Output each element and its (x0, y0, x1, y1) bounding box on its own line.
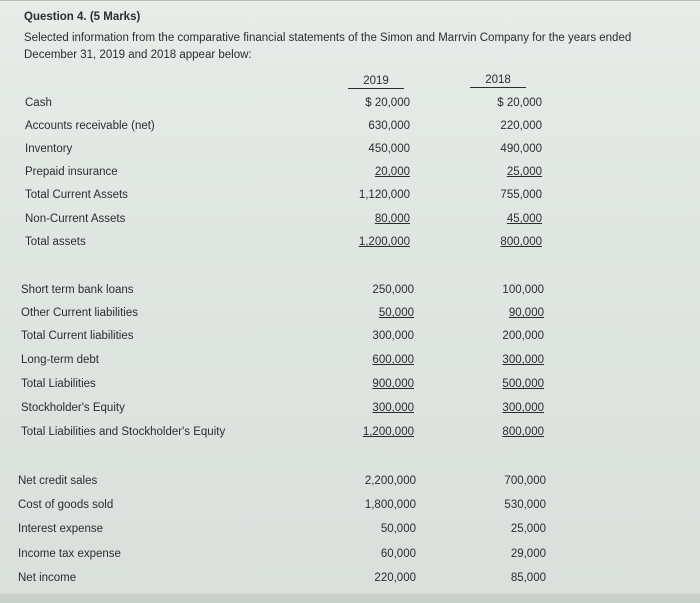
row-label: Stockholder's Equity (21, 402, 125, 414)
value-2019: 250,000 (372, 284, 414, 296)
value-2019: 600,000 (372, 354, 414, 366)
value-2018: 700,000 (504, 475, 546, 487)
row-label: Net income (18, 572, 77, 584)
value-2018: 300,000 (502, 354, 544, 366)
table-row (0, 120, 700, 138)
table-row (0, 426, 700, 444)
question-intro: Selected information from the comparative financial statements of the Simon and Marrvin Company for the years ended December 31, 2019 and 2018 appear below: (24, 32, 632, 61)
row-label: Total assets (25, 236, 86, 248)
value-2019: 300,000 (372, 402, 414, 414)
value-2018: 25,000 (510, 523, 546, 535)
question-title: Question 4. (5 Marks) (24, 11, 141, 23)
row-label: Long-term debt (21, 354, 99, 366)
table-row (0, 378, 700, 396)
table-row (0, 402, 700, 420)
column-header-2019: 2019 (348, 74, 404, 89)
row-label: Prepaid insurance (25, 166, 118, 178)
value-2019: 220,000 (374, 572, 416, 584)
value-2018: $ 20,000 (497, 97, 542, 109)
value-2019: 50,000 (380, 523, 416, 535)
table-row (0, 189, 700, 207)
value-2018: 25,000 (506, 166, 542, 178)
row-label: Inventory (25, 143, 73, 155)
value-2018: 300,000 (502, 402, 544, 414)
value-2018: 490,000 (500, 143, 542, 155)
value-2019: 1,200,000 (358, 236, 410, 248)
row-label: Net credit sales (18, 475, 98, 487)
value-2019: 2,200,000 (364, 475, 416, 487)
value-2018: 90,000 (508, 307, 544, 319)
value-2018: 100,000 (502, 284, 544, 296)
row-label: Total Current Assets (25, 189, 128, 201)
row-label: Total Liabilities (21, 378, 96, 390)
row-label: Cash (25, 97, 52, 109)
table-row (0, 475, 700, 493)
row-label: Accounts receivable (net) (25, 120, 155, 132)
row-label: Total Liabilities and Stockholder's Equity (21, 426, 226, 438)
row-label: Total Current liabilities (21, 330, 134, 342)
value-2018: 755,000 (500, 189, 542, 201)
value-2019: 450,000 (368, 143, 410, 155)
value-2018: 800,000 (502, 426, 544, 438)
table-row (0, 97, 700, 115)
table-row (0, 499, 700, 517)
row-label: Interest expense (18, 523, 104, 535)
row-label: Short term bank loans (21, 284, 134, 296)
value-2018: 200,000 (502, 330, 544, 342)
value-2018: 29,000 (510, 548, 546, 560)
value-2019: $ 20,000 (365, 97, 410, 109)
row-label: Other Current liabilities (21, 307, 138, 319)
value-2019: 80,000 (374, 213, 410, 225)
table-row (0, 284, 700, 302)
value-2018: 220,000 (500, 120, 542, 132)
value-2019: 20,000 (374, 166, 410, 178)
value-2018: 45,000 (506, 213, 542, 225)
column-header-2018: 2018 (470, 73, 526, 88)
value-2019: 50,000 (378, 307, 414, 319)
table-row (0, 236, 700, 254)
table-row (0, 330, 700, 348)
table-row (0, 213, 700, 231)
table-row (0, 166, 700, 184)
value-2018: 500,000 (502, 378, 544, 390)
table-row (0, 143, 700, 161)
table-row (0, 523, 700, 541)
value-2019: 300,000 (372, 330, 414, 342)
value-2018: 530,000 (504, 499, 546, 511)
row-label: Income tax expense (18, 548, 121, 560)
row-label: Cost of goods sold (18, 499, 114, 511)
value-2019: 60,000 (380, 548, 416, 560)
row-label: Non-Current Assets (25, 213, 126, 225)
value-2018: 800,000 (500, 236, 542, 248)
table-row (0, 307, 700, 325)
table-row (0, 548, 700, 566)
value-2019: 1,200,000 (362, 426, 414, 438)
value-2019: 1,120,000 (358, 189, 410, 201)
table-row (0, 572, 700, 590)
value-2019: 630,000 (368, 120, 410, 132)
value-2019: 1,800,000 (364, 499, 416, 511)
value-2019: 900,000 (372, 378, 414, 390)
value-2018: 85,000 (510, 572, 546, 584)
table-row (0, 354, 700, 372)
